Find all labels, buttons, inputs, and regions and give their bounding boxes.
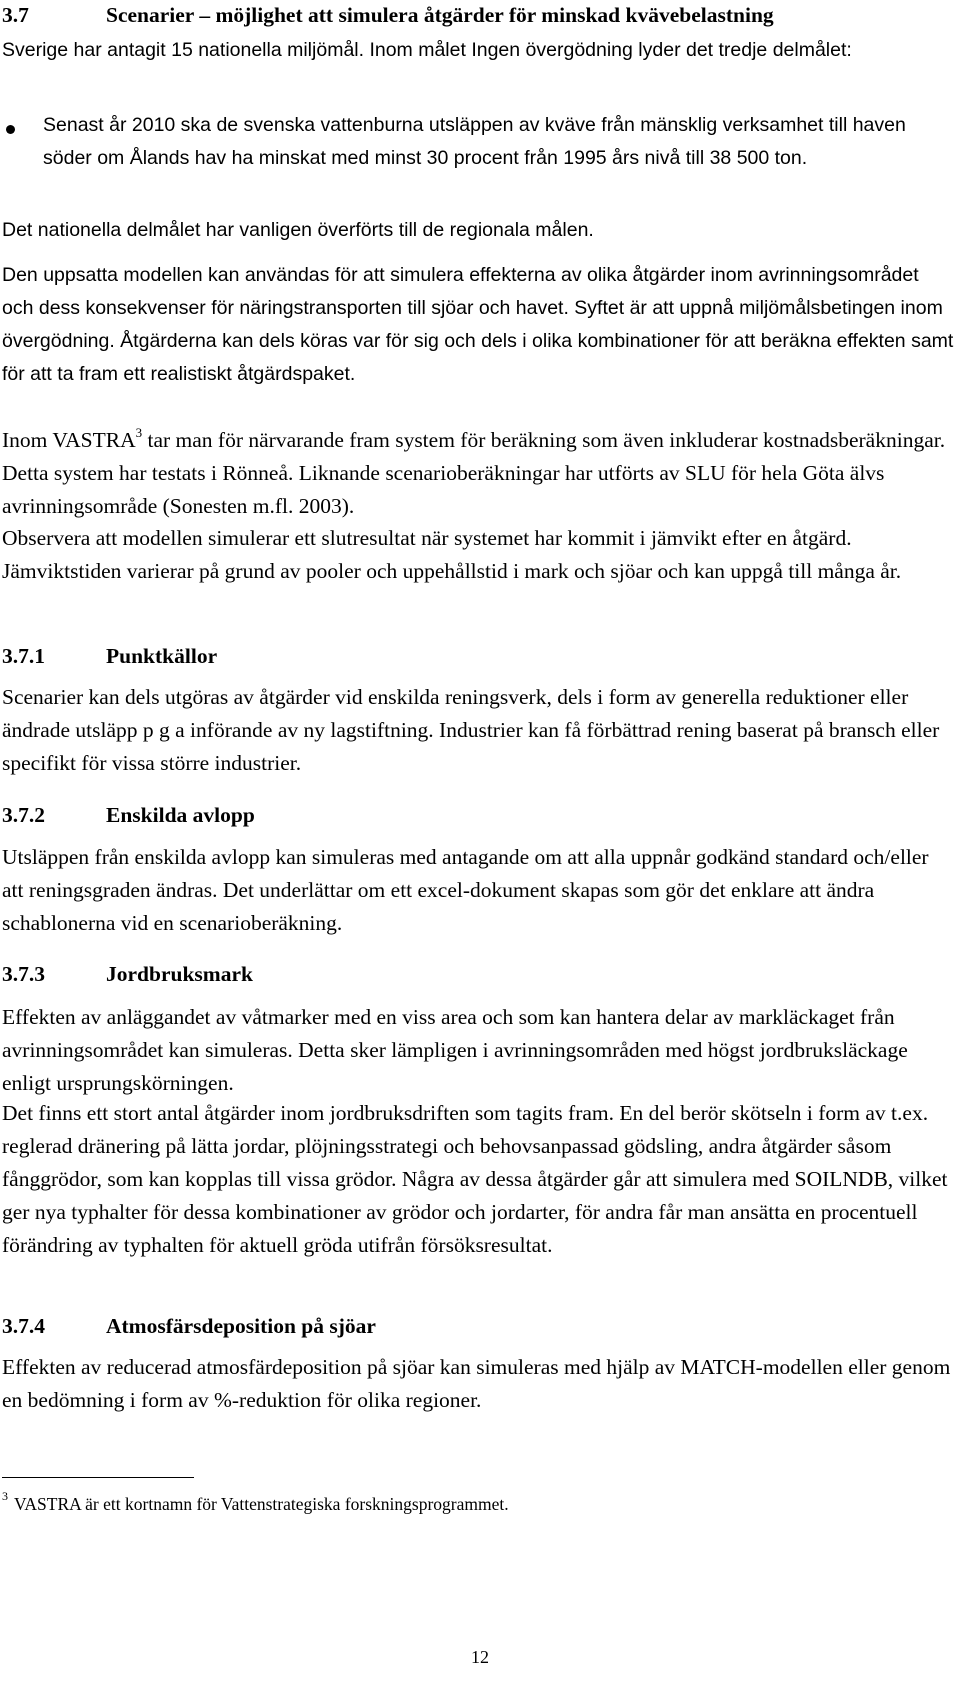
bullet-text: Senast år 2010 ska de svenska vattenburna utsläppen av kväve från mänsklig verksamhet till haven söder om Ålands hav ha minskat med minst 30 procent från 1995 års nivå till 38 500 ton. [43, 114, 906, 169]
jordbruksmark-paragraph-1: Effekten av anläggandet av våtmarker med en viss area och som kan hantera delar av markläckaget från avrinningsområdet kan simuleras. Detta sker lämpligen i avrinningsområden med högst jordbruksläckage enligt ursprungskörningen. [2, 1005, 908, 1095]
subsection-heading [2, 959, 253, 989]
intro-paragraph: Sverige har antagit 15 nationella miljömål. Inom målet Ingen övergödning lyder det tredje delmålet: [2, 39, 852, 61]
subsection-heading [2, 641, 217, 671]
punktkallor-paragraph: Scenarier kan dels utgöras av åtgärder vid enskilda reningsverk, dels i form av generella reduktioner eller ändrade utsläpp p g a införande av ny lagstiftning. Industrier kan få förbättrad rening baserat på bransch eller specifikt för vissa större industrier. [2, 685, 940, 775]
subsection-title: Jordbruksmark [106, 962, 253, 986]
vastra-text-before: Inom VASTRA [2, 428, 136, 452]
atmosfarsdeposition-paragraph: Effekten av reducerad atmosfärdeposition på sjöar kan simuleras med hjälp av MATCH-modellen eller genom en bedömning i form av %-reduktion för olika regioner. [2, 1355, 951, 1412]
footnote-mark: 3 [2, 1489, 8, 1504]
footnote [2, 1489, 509, 1516]
jordbruksmark-paragraph-2: Det finns ett stort antal åtgärder inom jordbruksdriften som tagits fram. En del berör skötseln i form av t.ex. reglerad dränering på lätta jordar, plöjningsstrategi och behovsanpassad gödsling, andra åtgärder såsom fånggrödor, som kan kopplas till vissa grödor. Några av dessa åtgärder går att simulera med SOILNDB, vilket ger nya typhalter för dessa kombinationer av grödor och jordarter, för andra får man ansätta en procentuell förändring av typhalten för aktuell gröda utifrån försöksresultat. [2, 1101, 948, 1257]
enskilda-avlopp-paragraph: Utsläppen från enskilda avlopp kan simuleras med antagande om att alla uppnår godkänd standard och/eller att reningsgraden ändras. Det underlättar om ett excel-dokument skapas som gör det enklare att ändra schablonerna vid en scenarioberäkning. [2, 845, 929, 935]
footnote-reference[interactable]: 3 [135, 424, 143, 440]
subsection-title: Enskilda avlopp [106, 803, 255, 827]
subsection-heading [2, 800, 255, 830]
section-title: Scenarier – möjlighet att simulera åtgärder för minskad kvävebelastning [106, 3, 774, 27]
subsection-heading [2, 1311, 376, 1341]
footnote-divider [2, 1477, 194, 1478]
vastra-paragraph [2, 424, 954, 523]
subsection-number: 3.7.3 [2, 962, 45, 986]
page-number: 12 [471, 1647, 489, 1667]
subsection-title: Atmosfärsdeposition på sjöar [106, 1314, 376, 1338]
subsection-number: 3.7.4 [2, 1314, 45, 1338]
regional-paragraph: Det nationella delmålet har vanligen överförts till de regionala målen. [2, 219, 594, 241]
observe-paragraph: Observera att modellen simulerar ett slutresultat när systemet har kommit i jämvikt efter en åtgärd. Jämviktstiden varierar på grund av pooler och uppehållstid i mark och sjöar och kan uppgå till många år. [2, 526, 902, 583]
section-number: 3.7 [2, 3, 29, 27]
section-heading [2, 0, 774, 30]
subsection-number: 3.7.1 [2, 644, 45, 668]
subsection-title: Punktkällor [106, 644, 218, 668]
subsection-number: 3.7.2 [2, 803, 45, 827]
bullet-icon [6, 125, 15, 134]
model-paragraph: Den uppsatta modellen kan användas för att simulera effekterna av olika åtgärder inom avrinningsområdet och dess konsekvenser för näringstransporten till sjöar och havet. Syftet är att uppnå miljömålsbetingen inom övergödning. Åtgärderna kan dels köras var för sig och dels i olika kombinationer för att beräkna effekten samt för att ta fram ett realistiskt åtgärdspaket. [2, 264, 954, 385]
goal-bullet [2, 109, 954, 175]
vastra-text-after: tar man för närvarande fram system för beräkning som även inkluderar kostnadsberäkningar. Detta system har testats i Rönneå. Liknande scenarioberäkningar har utförts av SLU för hela Göta älvs avrinningsområde (Sonesten m.fl. 2003). [2, 428, 946, 518]
footnote-text: VASTRA är ett kortnamn för Vattenstrategiska forskningsprogrammet. [14, 1494, 509, 1514]
